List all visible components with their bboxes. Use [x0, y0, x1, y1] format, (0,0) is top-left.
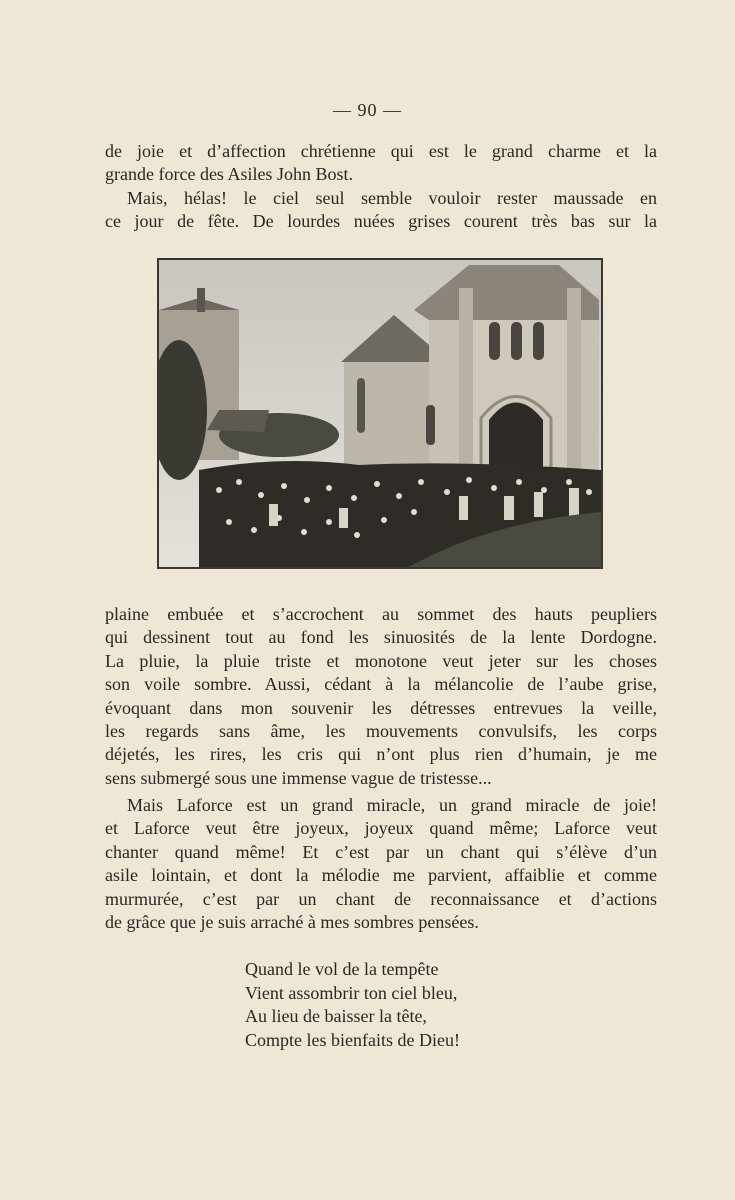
text-line: plaine embuée et s’accrochent au sommet des hauts peupliers — [105, 604, 657, 624]
poem-stanza — [245, 958, 460, 1052]
text-line: murmurée, c’est par un chant de reconnaissance et d’actions — [105, 888, 657, 909]
text-line: La pluie, la pluie triste et monotone veut jeter sur les choses — [105, 650, 657, 671]
text-line: son voile sombre. Aussi, cédant à la mélancolie de l’aube grise, — [105, 674, 657, 695]
text-line: Mais Laforce est un grand miracle, un grand miracle de joie! — [127, 795, 657, 815]
text-line: et Laforce veut être joyeux, joyeux quand même; Laforce veut — [105, 818, 657, 839]
text-line: ce jour de fête. De lourdes nuées grises courent très bas sur la — [105, 211, 657, 232]
text-line: grande force des Asiles John Bost. — [105, 164, 353, 185]
poem-line: Au lieu de baisser la tête, — [245, 1006, 427, 1027]
text-line: Mais, hélas! le ciel seul semble vouloir rester maussade en — [127, 188, 657, 208]
poem-line: Quand le vol de la tempête — [245, 959, 439, 979]
poem-line: Vient assombrir ton ciel bleu, — [245, 982, 458, 1003]
paragraph-sky — [105, 187, 657, 234]
poem-line: Compte les bienfaits de Dieu! — [245, 1029, 460, 1050]
text-line: de joie et d’affection chrétienne qui est le grand charme et la — [105, 141, 657, 161]
text-line: les regards sans âme, les mouvements convulsifs, les corps — [105, 720, 657, 741]
photo-illustration — [159, 260, 601, 567]
text-line: chanter quand même! Et c’est par un chant qui s’élève d’un — [105, 841, 657, 862]
text-line: évoquant dans mon souvenir les détresses entrevues la veille, — [105, 697, 657, 718]
paragraph-rain — [105, 603, 657, 790]
page-number: — 90 — — [333, 100, 402, 120]
text-line: asile lointain, et dont la mélodie me parvient, affaiblie et comme — [105, 865, 657, 886]
paragraph-miracle — [105, 794, 657, 934]
text-line: qui dessinent tout au fond les sinuosités de la lente Dordogne. — [105, 627, 657, 648]
text-line: sens submergé sous une immense vague de tristesse... — [105, 767, 492, 788]
text-line: déjetés, les rires, les cris qui n’ont plus rien d’humain, je me — [105, 744, 657, 765]
paragraph-continuation — [105, 140, 657, 187]
church-crowd-photograph — [157, 258, 603, 569]
text-line: de grâce que je suis arraché à mes sombres pensées. — [105, 911, 479, 932]
